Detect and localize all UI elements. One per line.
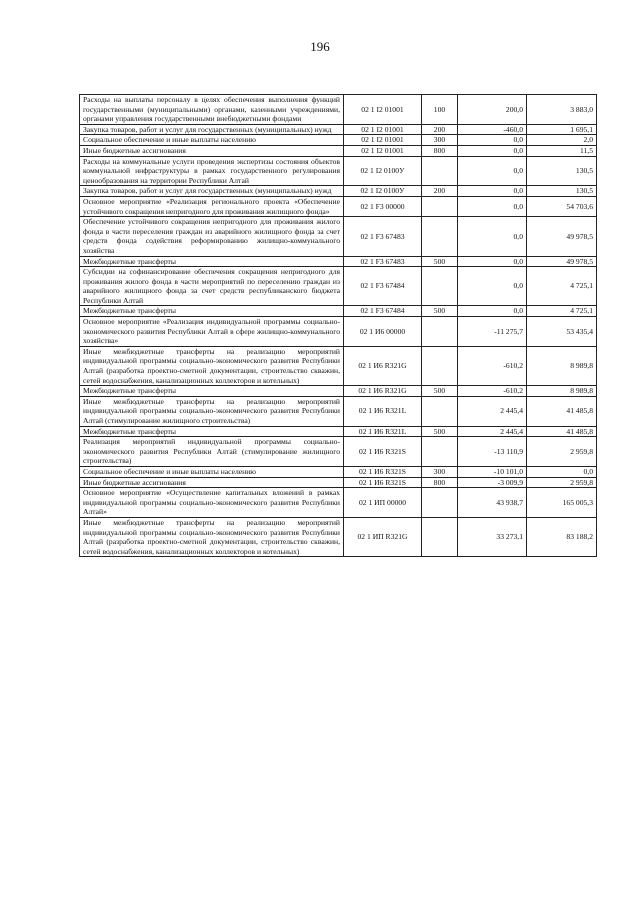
change-amount-cell: 0,0	[458, 267, 527, 306]
table-row	[80, 346, 597, 385]
expense-type-cell	[422, 396, 458, 426]
change-amount-cell: 2 445,4	[458, 396, 527, 426]
expense-type-cell	[422, 488, 458, 518]
target-code-cell: 02 1 F3 67483	[344, 256, 422, 267]
expense-name-cell: Реализация мероприятий индивидуальной программы социально-экономического развития Республики Алтай (стимулирование жилищного строительства)	[80, 437, 344, 467]
expense-type-cell	[422, 217, 458, 256]
table-row	[80, 437, 597, 467]
table-row	[80, 95, 597, 125]
target-code-cell: 02 1 I2 0100У	[344, 156, 422, 186]
target-code-cell: 02 1 И6 R321S	[344, 466, 422, 477]
expense-name-cell: Иные межбюджетные трансферты на реализацию мероприятий индивидуальной программы социально-экономического развития Республики Алтай (стимулирование жилищного строительства)	[80, 396, 344, 426]
expense-name-cell: Закупка товаров, работ и услуг для государственных (муниципальных) нужд	[80, 124, 344, 135]
change-amount-cell: 0,0	[458, 217, 527, 256]
expense-type-cell: 500	[422, 256, 458, 267]
target-code-cell: 02 1 I2 0100У	[344, 186, 422, 197]
table-row	[80, 267, 597, 306]
target-code-cell: 02 1 И6 R321L	[344, 396, 422, 426]
total-amount-cell: 4 725,1	[527, 306, 597, 317]
table-row	[80, 396, 597, 426]
change-amount-cell: 0,0	[458, 145, 527, 156]
expense-name-cell: Межбюджетные трансферты	[80, 426, 344, 437]
total-amount-cell: 41 485,8	[527, 426, 597, 437]
total-amount-cell: 0,0	[527, 466, 597, 477]
budget-table-body	[80, 95, 597, 557]
table-row	[80, 217, 597, 256]
change-amount-cell: 200,0	[458, 95, 527, 125]
expense-name-cell: Социальное обеспечение и иные выплаты населению	[80, 466, 344, 477]
target-code-cell: 02 1 F3 00000	[344, 196, 422, 216]
expense-name-cell: Иные межбюджетные трансферты на реализацию мероприятий индивидуальной программы социально-экономического развития Республики Алтай (разработка проектно-сметной документации, строительство скважин, сетей водоснабжения, канализационных коллекторов и котельных)	[80, 346, 344, 385]
target-code-cell: 02 1 И6 R321L	[344, 426, 422, 437]
total-amount-cell: 53 435,4	[527, 317, 597, 347]
change-amount-cell: 33 273,1	[458, 517, 527, 556]
table-row	[80, 306, 597, 317]
table-row	[80, 124, 597, 135]
change-amount-cell: 0,0	[458, 156, 527, 186]
change-amount-cell: 0,0	[458, 196, 527, 216]
table-row	[80, 186, 597, 197]
total-amount-cell: 165 005,3	[527, 488, 597, 518]
change-amount-cell: -10 101,0	[458, 466, 527, 477]
target-code-cell: 02 1 ИП R321G	[344, 517, 422, 556]
expense-name-cell: Межбюджетные трансферты	[80, 386, 344, 397]
total-amount-cell: 2,0	[527, 135, 597, 146]
change-amount-cell: 0,0	[458, 306, 527, 317]
total-amount-cell: 83 188,2	[527, 517, 597, 556]
expense-type-cell: 100	[422, 95, 458, 125]
change-amount-cell: 0,0	[458, 135, 527, 146]
change-amount-cell: -610,2	[458, 346, 527, 385]
expense-name-cell: Обеспечение устойчивого сокращения непригодного для проживания жилого фонда в части переселения граждан из аварийного жилищного фонда за счет средств фонда содействия реформированию жилищно-коммунального хозяйства	[80, 217, 344, 256]
expense-type-cell: 200	[422, 186, 458, 197]
total-amount-cell: 130,5	[527, 156, 597, 186]
change-amount-cell: -610,2	[458, 386, 527, 397]
total-amount-cell: 4 725,1	[527, 267, 597, 306]
total-amount-cell: 49 978,5	[527, 217, 597, 256]
target-code-cell: 02 1 И6 R321S	[344, 477, 422, 488]
table-row	[80, 145, 597, 156]
expense-type-cell	[422, 317, 458, 347]
target-code-cell: 02 1 F3 67484	[344, 306, 422, 317]
expense-type-cell: 500	[422, 386, 458, 397]
table-row	[80, 256, 597, 267]
change-amount-cell: 43 938,7	[458, 488, 527, 518]
target-code-cell: 02 1 I2 01001	[344, 95, 422, 125]
expense-name-cell: Иные бюджетные ассигнования	[80, 145, 344, 156]
expense-type-cell	[422, 437, 458, 467]
total-amount-cell: 49 978,5	[527, 256, 597, 267]
target-code-cell: 02 1 F3 67483	[344, 217, 422, 256]
expense-type-cell: 800	[422, 145, 458, 156]
target-code-cell: 02 1 F3 67484	[344, 267, 422, 306]
table-row	[80, 517, 597, 556]
expense-name-cell: Субсидии на софинансирование обеспечения сокращения непригодного для проживания жилого фонда в части мероприятий по переселению граждан из аварийного жилищного фонда за счет средств республиканского бюджета Республики Алтай	[80, 267, 344, 306]
target-code-cell: 02 1 И6 R321G	[344, 346, 422, 385]
total-amount-cell: 8 989,8	[527, 346, 597, 385]
table-row	[80, 466, 597, 477]
target-code-cell: 02 1 И6 R321G	[344, 386, 422, 397]
expense-name-cell: Иные межбюджетные трансферты на реализацию мероприятий индивидуальной программы социально-экономического развития Республики Алтай (разработка проектно-сметной документации, строительство скважин, сетей водоснабжения, канализационных коллекторов и котельных)	[80, 517, 344, 556]
change-amount-cell: 2 445,4	[458, 426, 527, 437]
table-row	[80, 386, 597, 397]
total-amount-cell: 130,5	[527, 186, 597, 197]
expense-type-cell: 800	[422, 477, 458, 488]
expense-name-cell: Основное мероприятие «Реализация индивидуальной программы социально-экономического развития Республики Алтай в сфере жилищно-коммунального хозяйства»	[80, 317, 344, 347]
expense-name-cell: Закупка товаров, работ и услуг для государственных (муниципальных) нужд	[80, 186, 344, 197]
expense-name-cell: Межбюджетные трансферты	[80, 306, 344, 317]
expense-type-cell: 500	[422, 426, 458, 437]
total-amount-cell: 8 989,8	[527, 386, 597, 397]
target-code-cell: 02 1 ИП 00000	[344, 488, 422, 518]
expense-type-cell	[422, 196, 458, 216]
table-row	[80, 196, 597, 216]
expense-type-cell: 300	[422, 135, 458, 146]
total-amount-cell: 1 695,1	[527, 124, 597, 135]
total-amount-cell: 2 959,8	[527, 477, 597, 488]
expense-name-cell: Основное мероприятие «Реализация регионального проекта «Обеспечение устойчивого сокращения непригодного для проживания жилищного фонда»	[80, 196, 344, 216]
page-number: 196	[310, 39, 330, 54]
expense-name-cell: Расходы на выплаты персоналу в целях обеспечения выполнения функций государственными (муниципальными) органами, казенными учреждениями, органами управления государственными внебюджетными фондами	[80, 95, 344, 125]
expense-type-cell	[422, 267, 458, 306]
total-amount-cell: 3 883,0	[527, 95, 597, 125]
table-row	[80, 317, 597, 347]
budget-table	[79, 94, 597, 557]
expense-name-cell: Расходы на коммунальные услуги проведения экспертизы состояния объектов коммунальной инфраструктуры в рамках государственного регулирования ценообразования на территории Республики Алтай	[80, 156, 344, 186]
table-row	[80, 426, 597, 437]
expense-name-cell: Межбюджетные трансферты	[80, 256, 344, 267]
expense-type-cell	[422, 346, 458, 385]
target-code-cell: 02 1 И6 00000	[344, 317, 422, 347]
table-row	[80, 477, 597, 488]
table-row	[80, 488, 597, 518]
total-amount-cell: 11,5	[527, 145, 597, 156]
change-amount-cell: -11 275,7	[458, 317, 527, 347]
total-amount-cell: 54 703,6	[527, 196, 597, 216]
expense-name-cell: Социальное обеспечение и иные выплаты населению	[80, 135, 344, 146]
expense-type-cell: 200	[422, 124, 458, 135]
change-amount-cell: 0,0	[458, 186, 527, 197]
target-code-cell: 02 1 I2 01001	[344, 124, 422, 135]
target-code-cell: 02 1 И6 R321S	[344, 437, 422, 467]
target-code-cell: 02 1 I2 01001	[344, 145, 422, 156]
expense-type-cell: 300	[422, 466, 458, 477]
expense-name-cell: Иные бюджетные ассигнования	[80, 477, 344, 488]
change-amount-cell: -460,0	[458, 124, 527, 135]
table-row	[80, 135, 597, 146]
total-amount-cell: 2 959,8	[527, 437, 597, 467]
table-row	[80, 156, 597, 186]
change-amount-cell: 0,0	[458, 256, 527, 267]
total-amount-cell: 41 485,8	[527, 396, 597, 426]
change-amount-cell: -3 009,9	[458, 477, 527, 488]
target-code-cell: 02 1 I2 01001	[344, 135, 422, 146]
expense-type-cell	[422, 517, 458, 556]
expense-type-cell	[422, 156, 458, 186]
expense-type-cell: 500	[422, 306, 458, 317]
change-amount-cell: -13 110,9	[458, 437, 527, 467]
expense-name-cell: Основное мероприятие «Осуществление капитальных вложений в рамках индивидуальной программы социально-экономического развития Республики Алтай»	[80, 488, 344, 518]
